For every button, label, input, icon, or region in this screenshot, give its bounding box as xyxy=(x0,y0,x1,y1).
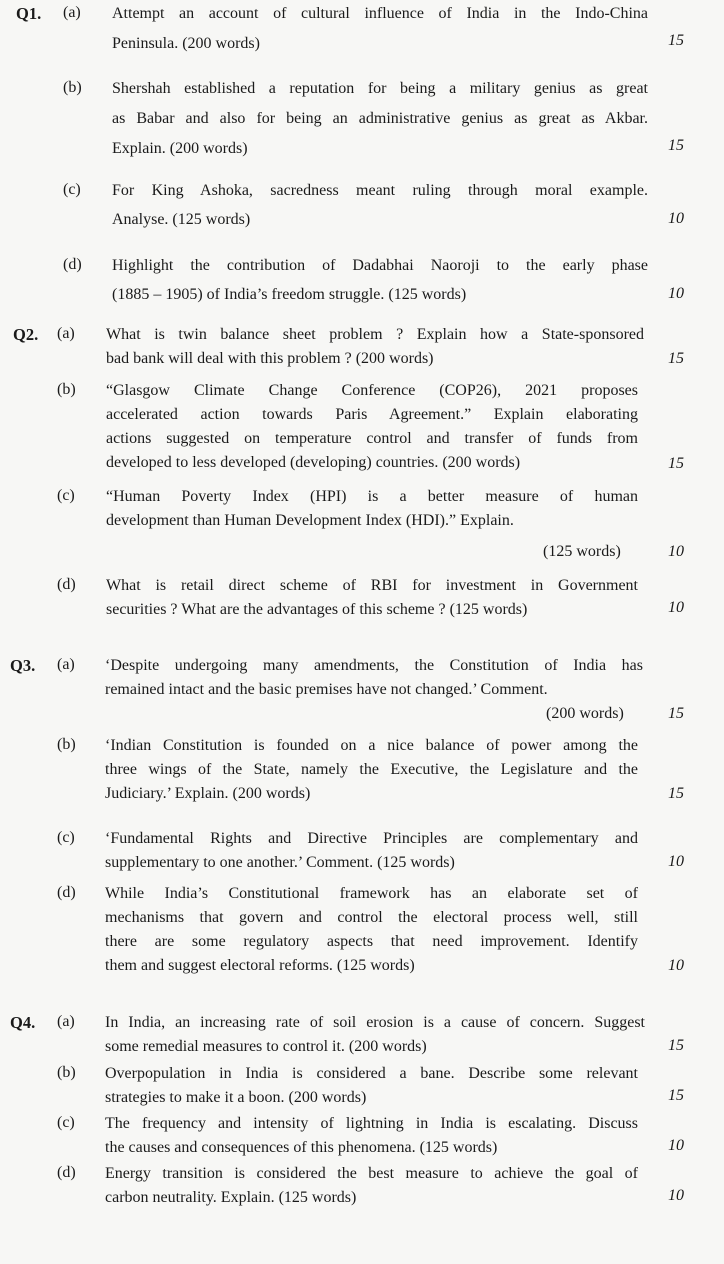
text-line: Explain. (200 words) xyxy=(112,140,248,157)
question-number: Q3. xyxy=(10,656,36,675)
text-line: three wings of the State, namely the Executive, the Legislature and the xyxy=(105,761,638,778)
text-line: them and suggest electoral reforms. (125 words) xyxy=(105,957,415,974)
part-label: (d) xyxy=(63,256,82,273)
text-line: Judiciary.’ Explain. (200 words) xyxy=(105,785,311,802)
marks: 15 xyxy=(668,1037,684,1054)
text-line: carbon neutrality. Explain. (125 words) xyxy=(105,1189,357,1206)
text-line: there are some regulatory aspects that need improvement. Identify xyxy=(105,933,638,950)
marks: 10 xyxy=(668,543,684,560)
text-line: supplementary to one another.’ Comment. (125 words) xyxy=(105,854,455,871)
marks: 10 xyxy=(668,1187,684,1204)
marks: 15 xyxy=(668,350,684,367)
part-text xyxy=(105,882,638,978)
marks: 15 xyxy=(668,705,684,722)
part-label: (a) xyxy=(57,325,75,342)
text-line: In India, an increasing rate of soil erosion is a cause of concern. Suggest xyxy=(105,1014,645,1031)
marks: 10 xyxy=(668,957,684,974)
marks: 15 xyxy=(668,785,684,802)
marks: 10 xyxy=(668,285,684,302)
text-line: strategies to make it a boon. (200 words) xyxy=(105,1089,367,1106)
marks: 10 xyxy=(668,853,684,870)
part-label: (b) xyxy=(57,381,76,398)
part-text xyxy=(105,1062,638,1110)
marks: 10 xyxy=(668,599,684,616)
text-line: actions suggested on temperature control and transfer of funds from xyxy=(106,430,638,447)
text-line: development than Human Development Index (HDI).” Explain. xyxy=(106,512,514,529)
part-label: (b) xyxy=(57,736,76,753)
part-text xyxy=(106,323,644,371)
part-label: (b) xyxy=(63,79,82,96)
part-label: (a) xyxy=(57,656,75,673)
text-line: Energy transition is considered the best measure to achieve the goal of xyxy=(105,1165,638,1182)
part-label: (a) xyxy=(57,1013,75,1030)
question-number: Q4. xyxy=(10,1013,36,1032)
marks: 15 xyxy=(668,455,684,472)
text-line: as Babar and also for being an administrative genius as great as Akbar. xyxy=(112,110,648,127)
marks: 15 xyxy=(668,32,684,49)
text-line: remained intact and the basic premises have not changed.’ Comment. xyxy=(105,681,548,698)
text-line: While India’s Constitutional framework has an elaborate set of xyxy=(105,885,638,902)
part-label: (c) xyxy=(63,181,81,198)
part-text xyxy=(112,179,648,232)
part-text xyxy=(106,485,638,533)
part-label: (a) xyxy=(63,4,81,21)
text-line: accelerated action towards Paris Agreement.” Explain elaborating xyxy=(106,406,638,423)
part-label: (d) xyxy=(57,576,76,593)
part-text xyxy=(105,1011,645,1059)
text-line: “Human Poverty Index (HPI) is a better measure of human xyxy=(106,488,638,505)
text-line: ‘Fundamental Rights and Directive Principles are complementary and xyxy=(105,830,638,847)
part-text xyxy=(106,574,638,622)
text-line: mechanisms that govern and control the electoral process well, still xyxy=(105,909,638,926)
part-text xyxy=(105,1112,638,1160)
text-line: Overpopulation in India is considered a bane. Describe some relevant xyxy=(105,1065,638,1082)
part-label: (c) xyxy=(57,487,75,504)
text-line: developed to less developed (developing) countries. (200 words) xyxy=(106,454,521,471)
text-line: ‘Despite undergoing many amendments, the Constitution of India has xyxy=(105,657,643,674)
text-line: What is twin balance sheet problem ? Explain how a State-sponsored xyxy=(106,326,644,343)
text-line: Shershah established a reputation for being a military genius as great xyxy=(112,80,648,97)
part-label: (c) xyxy=(57,1114,75,1131)
marks: 10 xyxy=(668,210,684,227)
text-line: ‘Indian Constitution is founded on a nice balance of power among the xyxy=(105,737,638,754)
text-line: What is retail direct scheme of RBI for investment in Government xyxy=(106,577,638,594)
part-label: (b) xyxy=(57,1064,76,1081)
text-line: Peninsula. (200 words) xyxy=(112,35,260,52)
part-text xyxy=(105,734,638,806)
text-line: the causes and consequences of this phenomena. (125 words) xyxy=(105,1139,498,1156)
text-line: bad bank will deal with this problem ? (200 words) xyxy=(106,350,434,367)
question-number: Q1. xyxy=(16,4,42,23)
text-line: “Glasgow Climate Change Conference (COP26), 2021 proposes xyxy=(106,382,638,399)
part-text xyxy=(112,254,648,307)
text-line: For King Ashoka, sacredness meant ruling through moral example. xyxy=(112,182,648,199)
part-label: (d) xyxy=(57,884,76,901)
text-line: some remedial measures to control it. (200 words) xyxy=(105,1038,427,1055)
part-text xyxy=(112,77,648,161)
part-text xyxy=(105,1162,638,1210)
text-line: (1885 – 1905) of India’s freedom struggle. (125 words) xyxy=(112,286,467,303)
text-line: Attempt an account of cultural influence of India in the Indo-China xyxy=(112,5,648,22)
text-line: Highlight the contribution of Dadabhai Naoroji to the early phase xyxy=(112,257,648,274)
part-text xyxy=(105,654,643,702)
marks: 15 xyxy=(668,137,684,154)
marks: 15 xyxy=(668,1087,684,1104)
marks: 10 xyxy=(668,1137,684,1154)
text-line: securities ? What are the advantages of this scheme ? (125 words) xyxy=(106,601,528,618)
part-text xyxy=(112,2,648,56)
part-label: (d) xyxy=(57,1164,76,1181)
text-line: The frequency and intensity of lightning in India is escalating. Discuss xyxy=(105,1115,638,1132)
word-limit: (200 words) xyxy=(546,705,624,722)
question-number: Q2. xyxy=(13,325,39,344)
word-limit: (125 words) xyxy=(543,543,621,560)
part-label: (c) xyxy=(57,829,75,846)
part-text xyxy=(105,827,638,875)
part-text xyxy=(106,379,638,475)
text-line: Analyse. (125 words) xyxy=(112,211,251,228)
